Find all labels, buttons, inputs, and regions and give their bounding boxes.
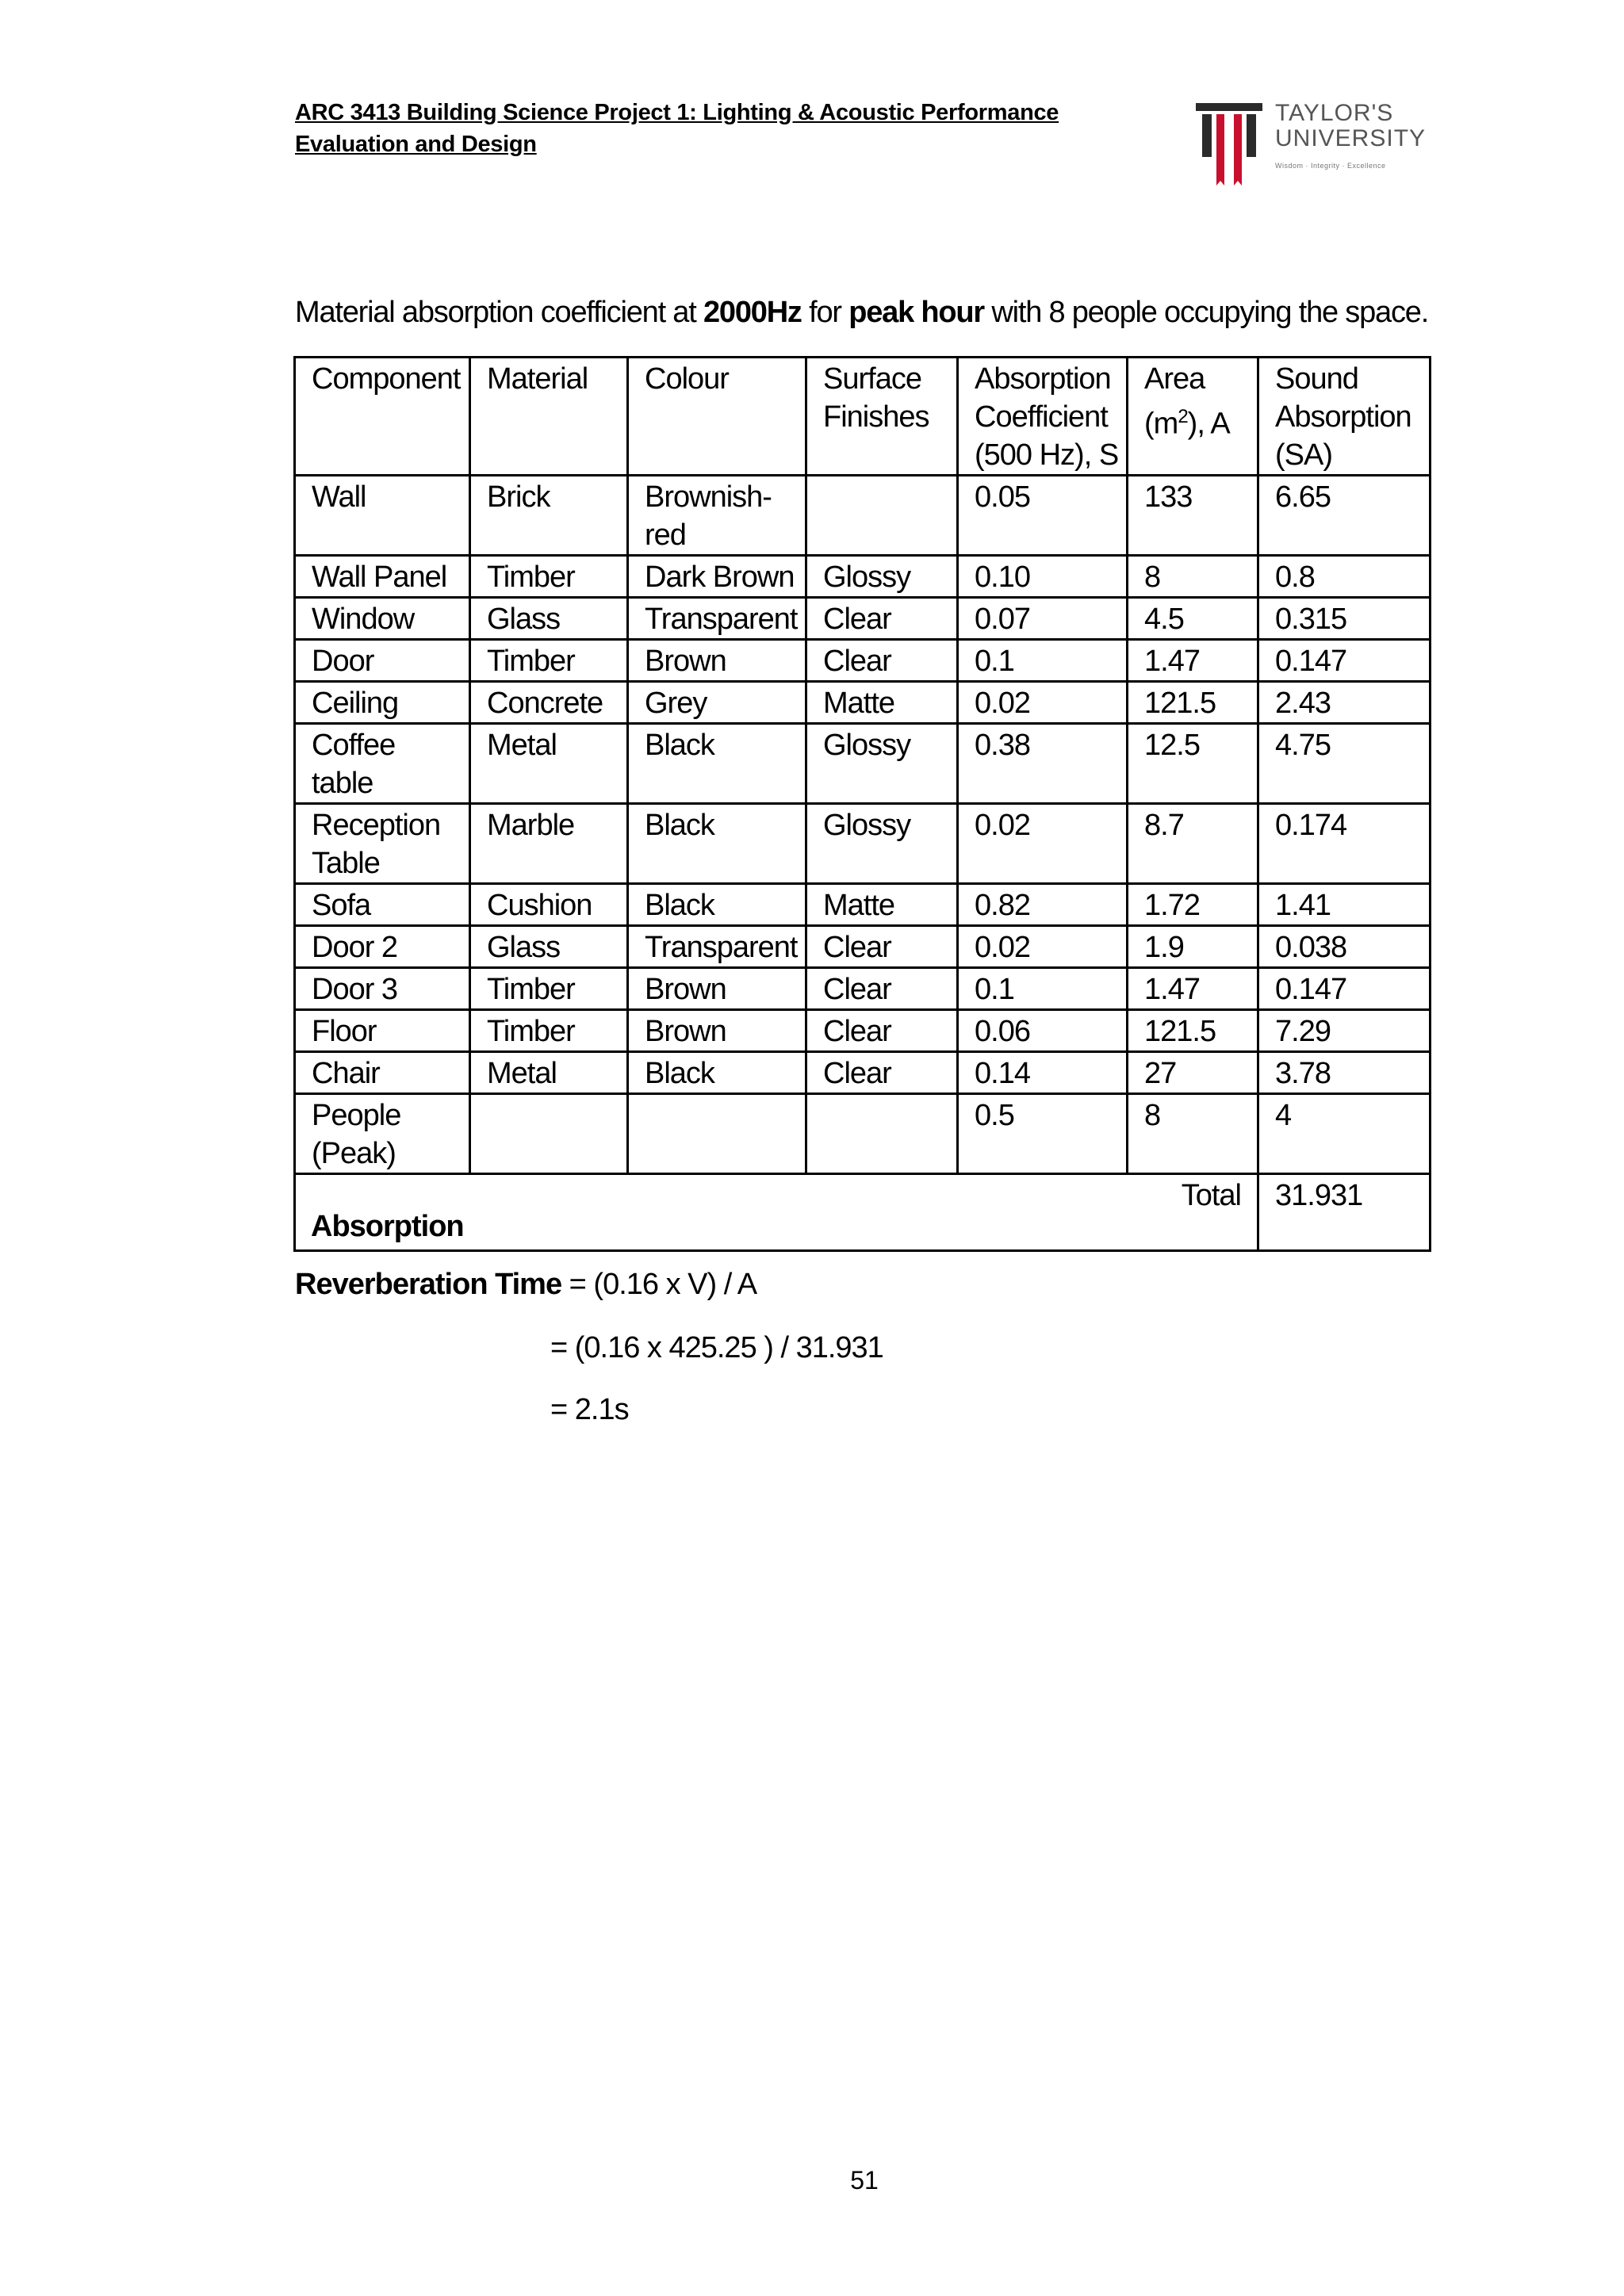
intro-frequency: 2000Hz: [703, 296, 802, 329]
university-crest-icon: [1193, 101, 1266, 189]
cell-surface-finish: Clear: [806, 968, 958, 1010]
header-area: [1128, 358, 1258, 476]
cell-material: Concrete: [470, 682, 628, 724]
calculation-line-1: = (0.16 x V) / A: [561, 1268, 757, 1301]
table-row: [295, 682, 1431, 724]
cell-area: 8: [1128, 1094, 1258, 1174]
cell-absorption-coefficient: 0.5: [958, 1094, 1128, 1174]
logo-name-line-2: UNIVERSITY: [1275, 125, 1427, 151]
cell-sound-absorption: 0.8: [1258, 556, 1431, 598]
cell-area: 1.72: [1128, 884, 1258, 926]
cell-material: Marble: [470, 804, 628, 884]
cell-component: Chair: [295, 1052, 470, 1094]
table-row: [295, 476, 1431, 556]
cell-absorption-coefficient: 0.1: [958, 968, 1128, 1010]
total-label: Total: [295, 1174, 1258, 1251]
cell-surface-finish: Glossy: [806, 724, 958, 804]
cell-colour: Black: [628, 1052, 806, 1094]
cell-sound-absorption: 2.43: [1258, 682, 1431, 724]
header-colour: Colour: [628, 358, 806, 476]
cell-component: Ceiling: [295, 682, 470, 724]
header-title-line-1: ARC 3413 Building Science Project 1: Lighting & Acoustic Performance: [295, 100, 1059, 125]
table-row: [295, 724, 1431, 804]
cell-absorption-coefficient: 0.06: [958, 1010, 1128, 1052]
cell-surface-finish: Matte: [806, 884, 958, 926]
cell-area: 8: [1128, 556, 1258, 598]
cell-component: Wall: [295, 476, 470, 556]
cell-sound-absorption: 1.41: [1258, 884, 1431, 926]
cell-area: 121.5: [1128, 682, 1258, 724]
cell-colour: Brownish-red: [628, 476, 806, 556]
table-row: [295, 1094, 1431, 1174]
header-component: Component: [295, 358, 470, 476]
cell-component: Floor: [295, 1010, 470, 1052]
cell-surface-finish: Clear: [806, 1010, 958, 1052]
cell-area: 12.5: [1128, 724, 1258, 804]
table-row: [295, 598, 1431, 640]
table-row: [295, 968, 1431, 1010]
calculation-line-3: = 2.1s: [550, 1393, 629, 1426]
table-row: [295, 1010, 1431, 1052]
cell-absorption-coefficient: 0.02: [958, 926, 1128, 968]
cell-area: 1.47: [1128, 640, 1258, 682]
cell-component: Coffee table: [295, 724, 470, 804]
cell-colour: Black: [628, 724, 806, 804]
cell-colour: Brown: [628, 1010, 806, 1052]
reverberation-time-label: Reverberation Time: [295, 1268, 562, 1301]
area-header-post: ), A: [1187, 407, 1230, 441]
cell-material: Timber: [470, 968, 628, 1010]
cell-area: 27: [1128, 1052, 1258, 1094]
cell-sound-absorption: 3.78: [1258, 1052, 1431, 1094]
cell-absorption-coefficient: 0.14: [958, 1052, 1128, 1094]
cell-material: Timber: [470, 556, 628, 598]
cell-area: 1.47: [1128, 968, 1258, 1010]
cell-colour: Black: [628, 884, 806, 926]
cell-material: Brick: [470, 476, 628, 556]
cell-material: Cushion: [470, 884, 628, 926]
cell-surface-finish: Matte: [806, 682, 958, 724]
reverberation-time-formula: [295, 1265, 756, 1303]
cell-colour: Transparent: [628, 598, 806, 640]
cell-absorption-coefficient: 0.02: [958, 682, 1128, 724]
cell-area: 4.5: [1128, 598, 1258, 640]
cell-component: Window: [295, 598, 470, 640]
header-absorption-coefficient: Absorption Coefficient (500 Hz), S: [958, 358, 1128, 476]
table-row: [295, 804, 1431, 884]
cell-area: 1.9: [1128, 926, 1258, 968]
table-row: [295, 640, 1431, 682]
logo-wordmark: [1275, 101, 1426, 151]
cell-sound-absorption: 0.147: [1258, 640, 1431, 682]
cell-component: People (Peak): [295, 1094, 470, 1174]
cell-colour: Grey: [628, 682, 806, 724]
cell-material: Glass: [470, 598, 628, 640]
intro-part-3: with 8 people occupying the space.: [984, 296, 1429, 329]
cell-area: 8.7: [1128, 804, 1258, 884]
cell-material: [470, 1094, 628, 1174]
cell-area: 121.5: [1128, 1010, 1258, 1052]
table-row: [295, 1052, 1431, 1094]
cell-absorption-coefficient: 0.1: [958, 640, 1128, 682]
cell-surface-finish: Glossy: [806, 804, 958, 884]
document-header: [295, 97, 1088, 160]
calculation-line-2: = (0.16 x 425.25 ) / 31.931: [550, 1331, 883, 1364]
intro-sentence: [295, 293, 1429, 331]
header-material: Material: [470, 358, 628, 476]
cell-component: Reception Table: [295, 804, 470, 884]
intro-part-1: Material absorption coefficient at: [295, 296, 703, 329]
cell-absorption-coefficient: 0.82: [958, 884, 1128, 926]
table-row: [295, 884, 1431, 926]
cell-absorption-coefficient: 0.05: [958, 476, 1128, 556]
table-body: [295, 476, 1431, 1174]
cell-component: Sofa: [295, 884, 470, 926]
cell-sound-absorption: 0.147: [1258, 968, 1431, 1010]
total-row: [295, 1174, 1431, 1251]
cell-sound-absorption: 4: [1258, 1094, 1431, 1174]
area-header-sup: 2: [1178, 406, 1188, 427]
cell-sound-absorption: 0.038: [1258, 926, 1431, 968]
cell-sound-absorption: 4.75: [1258, 724, 1431, 804]
intro-period: peak hour: [848, 296, 984, 329]
absorption-label: Absorption: [311, 1209, 464, 1243]
cell-sound-absorption: 0.315: [1258, 598, 1431, 640]
intro-part-2: for: [801, 296, 849, 329]
cell-absorption-coefficient: 0.02: [958, 804, 1128, 884]
table-row: [295, 556, 1431, 598]
logo-name-line-1: TAYLOR'S: [1275, 100, 1394, 126]
header-title-line-2: Evaluation and Design: [295, 132, 537, 157]
cell-material: Glass: [470, 926, 628, 968]
cell-colour: [628, 1094, 806, 1174]
cell-material: Metal: [470, 724, 628, 804]
cell-material: Timber: [470, 640, 628, 682]
cell-surface-finish: Clear: [806, 1052, 958, 1094]
header-sound-absorption: Sound Absorption (SA): [1258, 358, 1431, 476]
total-value: 31.931: [1258, 1174, 1431, 1251]
logo-tagline: Wisdom · Integrity · Excellence: [1275, 162, 1386, 170]
cell-colour: Black: [628, 804, 806, 884]
cell-surface-finish: [806, 476, 958, 556]
header-surface-finishes: Surface Finishes: [806, 358, 958, 476]
page-number: 51: [850, 2166, 879, 2195]
cell-absorption-coefficient: 0.07: [958, 598, 1128, 640]
cell-surface-finish: Clear: [806, 598, 958, 640]
cell-surface-finish: [806, 1094, 958, 1174]
cell-material: Metal: [470, 1052, 628, 1094]
cell-component: Wall Panel: [295, 556, 470, 598]
area-header-pre: Area (m: [1144, 362, 1205, 441]
cell-absorption-coefficient: 0.10: [958, 556, 1128, 598]
cell-component: Door 2: [295, 926, 470, 968]
cell-component: Door 3: [295, 968, 470, 1010]
absorption-table: [293, 356, 1431, 1252]
table-row: [295, 926, 1431, 968]
cell-sound-absorption: 0.174: [1258, 804, 1431, 884]
cell-surface-finish: Glossy: [806, 556, 958, 598]
cell-absorption-coefficient: 0.38: [958, 724, 1128, 804]
cell-sound-absorption: 7.29: [1258, 1010, 1431, 1052]
cell-area: 133: [1128, 476, 1258, 556]
cell-surface-finish: Clear: [806, 640, 958, 682]
cell-colour: Transparent: [628, 926, 806, 968]
cell-material: Timber: [470, 1010, 628, 1052]
cell-colour: Brown: [628, 968, 806, 1010]
table-header-row: [295, 358, 1431, 476]
cell-component: Door: [295, 640, 470, 682]
taylors-university-logo: [1193, 101, 1431, 189]
cell-colour: Brown: [628, 640, 806, 682]
cell-colour: Dark Brown: [628, 556, 806, 598]
cell-surface-finish: Clear: [806, 926, 958, 968]
cell-sound-absorption: 6.65: [1258, 476, 1431, 556]
